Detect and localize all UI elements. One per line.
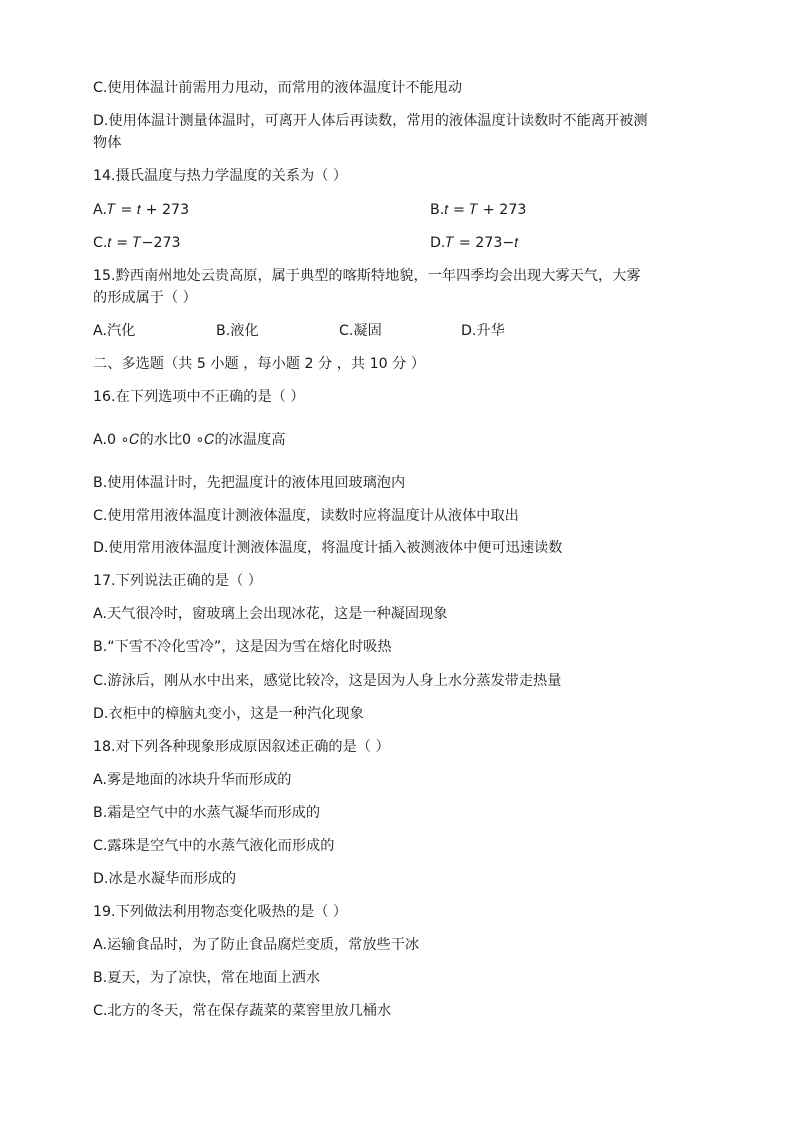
q19-option-c: C.北方的冬天，常在保存蔬菜的菜窖里放几桶水 — [93, 1003, 392, 1019]
q13-option-d-line1: D.使用体温计测量体温时，可离开人体后再读数，常用的液体温度计读数时不能离开被测 — [93, 113, 648, 129]
q15-stem-line2: 的形成属于（ ） — [93, 290, 197, 306]
q18-option-a: A.雾是地面的冰块升华而形成的 — [93, 772, 292, 788]
q15-option-b: B.液化 — [216, 323, 259, 339]
q14-option-b: B.𝑡 = 𝑇 + 273 — [430, 202, 527, 218]
q16-option-a: A.0 ∘𝐶的水比0 ∘𝐶的冰温度高 — [93, 432, 286, 448]
q14-options-row2 — [93, 233, 713, 253]
q16-option-d: D.使用常用液体温度计测液体温度，将温度计插入被测液体中便可迅速读数 — [93, 540, 563, 556]
q15-option-a: A.汽化 — [93, 323, 136, 339]
q14-option-d: D.𝑇 = 273−𝑡 — [430, 235, 519, 251]
q13-option-d-line2: 物体 — [93, 135, 122, 151]
q14-options-row1 — [93, 200, 713, 220]
q16-option-c: C.使用常用液体温度计测液体温度，读数时应将温度计从液体中取出 — [93, 508, 519, 524]
q19-stem: 19.下列做法利用物态变化吸热的是（ ） — [93, 904, 348, 920]
q15-stem-line1: 15.黔西南州地处云贵高原，属于典型的喀斯特地貌，一年四季均会出现大雾天气，大雾 — [93, 268, 641, 284]
q17-option-a: A.天气很冷时，窗玻璃上会出现冰花，这是一种凝固现象 — [93, 606, 448, 622]
q18-option-b: B.霜是空气中的水蒸气凝华而形成的 — [93, 805, 321, 821]
q16-stem: 16.在下列选项中不正确的是（ ） — [93, 389, 305, 405]
q15-option-d: D.升华 — [461, 323, 505, 339]
q16-option-b: B.使用体温计时，先把温度计的液体甩回玻璃泡内 — [93, 475, 406, 491]
section-heading-multiple-choice: 二、多选题（共 5 小题 ，每小题 2 分 ，共 10 分 ） — [93, 356, 426, 372]
q18-option-d: D.冰是水凝华而形成的 — [93, 871, 237, 887]
q13-option-c: C.使用体温计前需用力甩动，而常用的液体温度计不能甩动 — [93, 80, 463, 96]
q18-stem: 18.对下列各种现象形成原因叙述正确的是（ ） — [93, 739, 390, 755]
q17-option-c: C.游泳后，刚从水中出来，感觉比较冷，这是因为人身上水分蒸发带走热量 — [93, 673, 562, 689]
q19-option-b: B.夏天，为了凉快，常在地面上洒水 — [93, 970, 321, 986]
q17-option-d: D.衣柜中的樟脑丸变小，这是一种汽化现象 — [93, 706, 364, 722]
q18-option-c: C.露珠是空气中的水蒸气液化而形成的 — [93, 838, 335, 854]
q14-option-a: A.𝑇 = 𝑡 + 273 — [93, 202, 190, 218]
q17-option-b: B.“下雪不冷化雪冷”，这是因为雪在熔化时吸热 — [93, 639, 392, 655]
q17-stem: 17.下列说法正确的是（ ） — [93, 573, 262, 589]
q14-stem: 14.摄氏温度与热力学温度的关系为（ ） — [93, 168, 348, 184]
q14-option-c: C.𝑡 = 𝑇−273 — [93, 235, 181, 251]
q15-option-c: C.凝固 — [339, 323, 382, 339]
q19-option-a: A.运输食品时，为了防止食品腐烂变质，常放些干冰 — [93, 937, 420, 953]
